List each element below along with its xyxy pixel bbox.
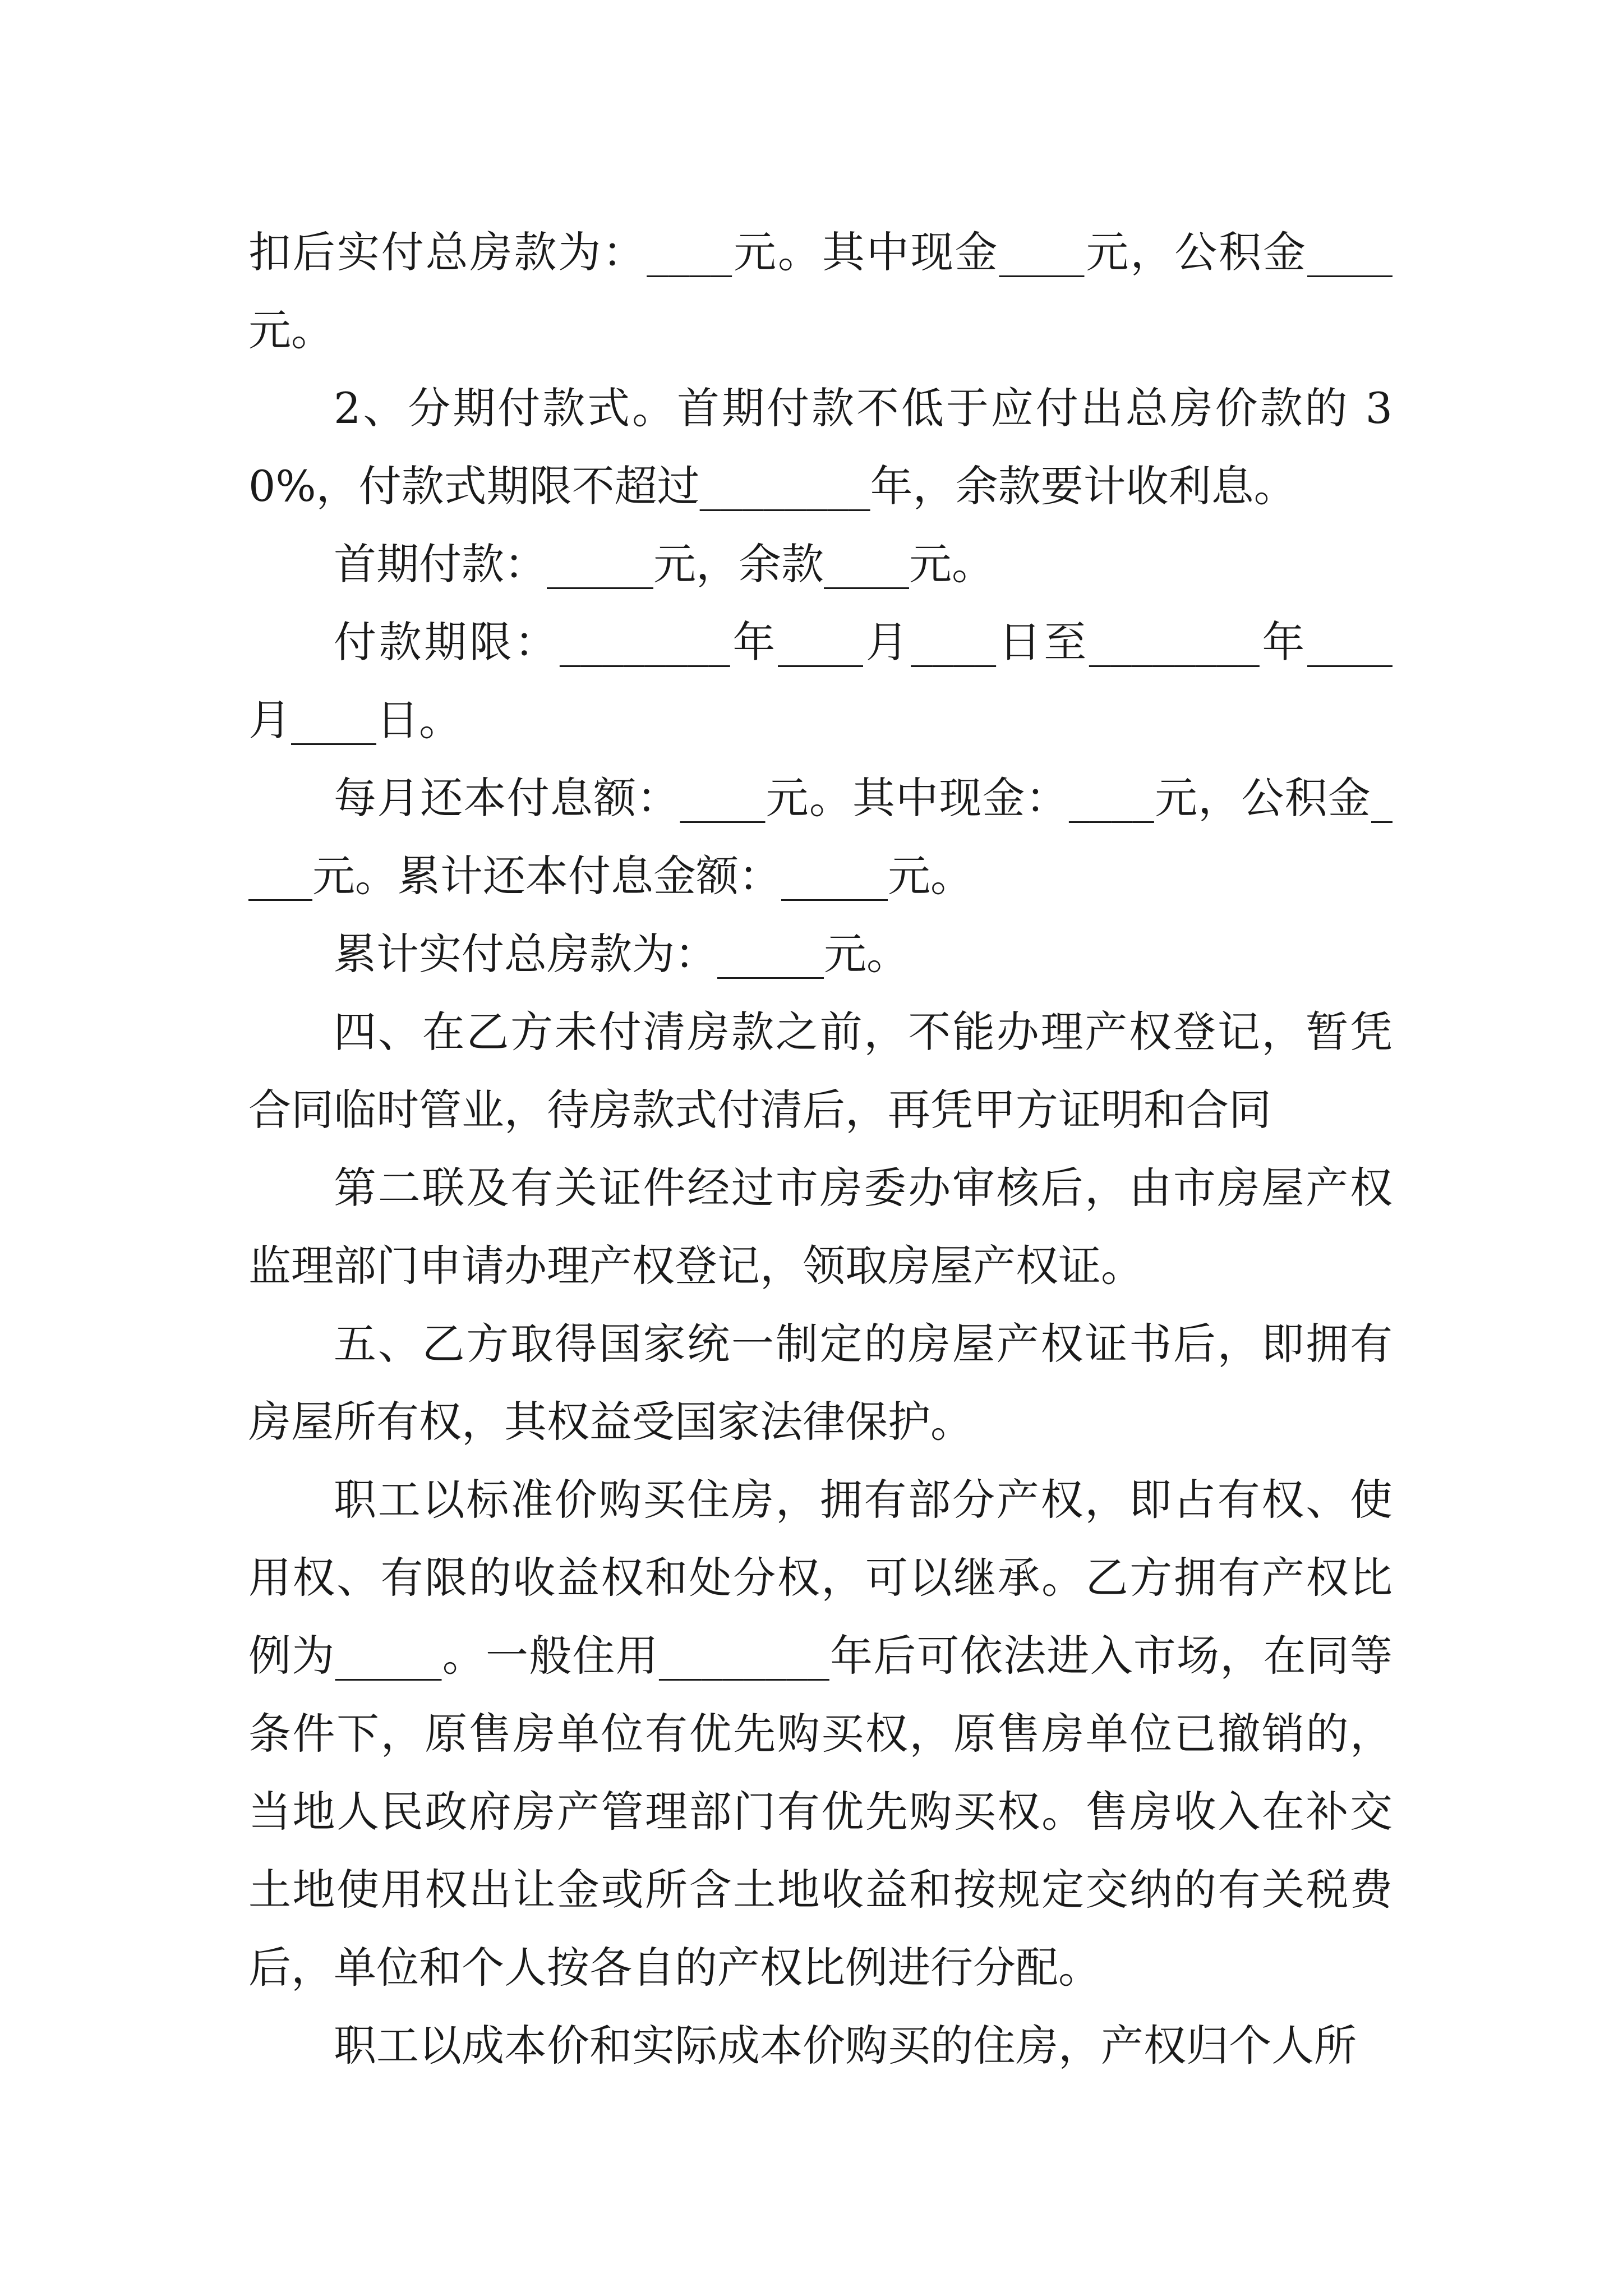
paragraph-monthly-repayment: 每月还本付息额：____元。其中现金：____元，公积金____元。累计还本付息金额：_____元。 (248, 773, 1393, 901)
paragraph-payment-total-continued: 扣后实付总房款为：____元。其中现金____元，公积金____元。 (248, 227, 1393, 355)
paragraph-clause-four: 四、在乙方未付清房款之前，不能办理产权登记，暂凭合同临时管业，待房款式付清后，再凭甲方证明和合同 (248, 1007, 1393, 1135)
paragraph-clause-four-continued: 第二联及有关证件经过市房委办审核后，由市房屋产权监理部门申请办理产权登记，领取房屋产权证。 (248, 1163, 1393, 1291)
paragraph-payment-period: 付款期限：________年____月____日至________年____月____日。 (248, 617, 1393, 745)
document-body (248, 213, 1393, 2085)
paragraph-installment-payment: 2、分期付款式。首期付款不低于应付出总房价款的 30%，付款式期限不超过________年，余款要计收利息。 (248, 383, 1393, 511)
paragraph-cumulative-total: 累计实付总房款为：_____元。 (334, 929, 909, 979)
paragraph-standard-price-rights: 职工以标准价购买住房，拥有部分产权，即占有权、使用权、有限的收益权和处分权，可以继承。乙方拥有产权比例为_____。一般住用________年后可依法进入市场，在同等条件下，原售房单位有优先购买权，原售房单位已撤销的，当地人民政府房产管理部门有优先购买权。售房收入在补交土地使用权出让金或所含土地收益和按规定交纳的有关税费后，单位和个人按各自的产权比例进行分配。 (248, 1475, 1393, 1993)
paragraph-clause-five: 五、乙方取得国家统一制定的房屋产权证书后，即拥有房屋所有权，其权益受国家法律保护。 (248, 1319, 1393, 1447)
paragraph-cost-price-rights: 职工以成本价和实际成本价购买的住房，产权归个人所 (334, 2021, 1357, 2070)
paragraph-down-payment: 首期付款：_____元，余款____元。 (334, 539, 994, 589)
